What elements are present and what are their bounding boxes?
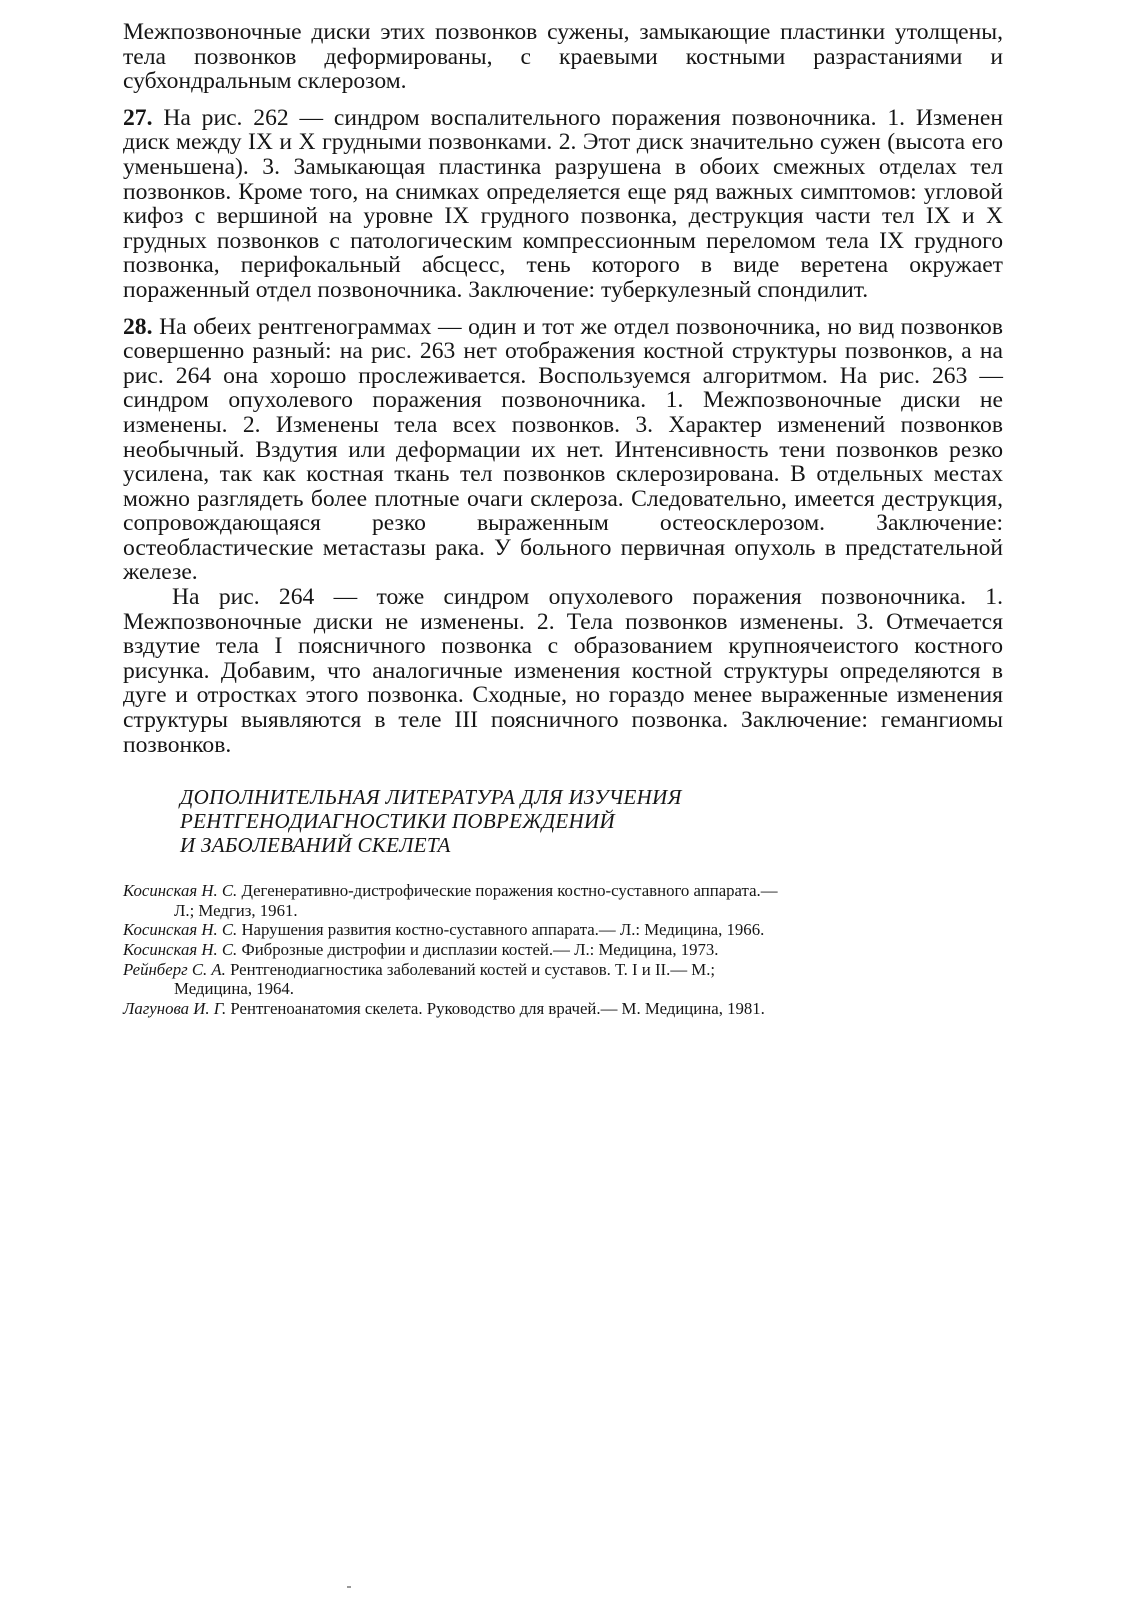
paragraph-intro: Межпозвоночные диски этих позвонков сужены, замыкающие пластинки утолщены, тела позвонков деформированы, с краевыми костными разрастаниями и субхондральным склерозом. [123,19,1003,95]
paragraph-27 [123,106,1003,303]
reference-item [123,960,1003,999]
reference-author: Рейнберг С. А. [123,959,226,979]
heading-line-3: И ЗАБОЛЕВАНИЙ СКЕЛЕТА [180,833,451,858]
reference-item [123,881,1003,920]
reference-continuation: Л.; Медгиз, 1961. [174,900,298,920]
body-text [123,20,1003,757]
reference-text: Нарушения развития костно-суставного аппарата.— Л.: Медицина, 1966. [241,920,765,940]
reference-author: Косинская Н. С. [123,920,238,940]
heading-line-2: РЕНТГЕНОДИАГНОСТИКИ ПОВРЕЖДЕНИЙ [180,809,615,834]
reference-author: Лагунова И. Г. [123,998,227,1018]
paragraph-28-continued: На рис. 264 — тоже синдром опухолевого поражения позвоночника. 1. Межпозвоночные диски не изменены. 2. Тела позвонков изменены. 3. Отмечается вздутие тела I поясничного позвонка с образованием крупноячеистого костного рисунка. Добавим, что аналогичные изменения костной структуры определяются в дуге и отростках этого позвонка. Сходные, но гораздо менее выраженные изменения структуры выявляются в теле III поясничного позвонка. Заключение: гемангиомы позвонков. [123,584,1003,758]
answer-number-27: 27. [123,104,153,131]
reference-text: Рентгенодиагностика заболеваний костей и суставов. Т. I и II.— М.; [230,959,716,979]
heading-line-1: ДОПОЛНИТЕЛЬНАЯ ЛИТЕРАТУРА ДЛЯ ИЗУЧЕНИЯ [180,785,682,810]
page-content [123,20,1003,1018]
reference-text: Дегенеративно-дистрофические поражения костно-суставного аппарата.— [241,881,778,901]
reference-author: Косинская Н. С. [123,940,238,959]
reference-list [123,881,1003,1018]
reference-item [123,999,1003,1019]
reference-author: Косинская Н. С. [123,881,238,901]
paragraph-28-text: На обеих рентгенограммах — один и тот же отдел позвоночника, но вид позвонков совершенно разный: на рис. 263 нет отображения костной структуры позвонков, а на рис. 264 она хорошо прослеживается. Воспользуемся алгоритмом. На рис. 263 — синдром опухолевого поражения позвоночника. 1. Межпозвоночные диски не изменены. 2. Изменены тела всех позвонков. 3. Характер изменений позвонков необычный. Вздутия или деформации их нет. Интенсивность тени позвонков резко усилена, так как костная ткань тел позвонков склерозирована. В отдельных местах можно разглядеть более плотные очаги склероза. Следовательно, имеется деструкция, сопровождающаяся резко выраженным остеосклерозом. Заключение: остеобластические метастазы рака. У больного первичная опухоль в предстательной железе. [123,313,1003,586]
paragraph-28 [123,315,1003,586]
reference-text: Рентгеноанатомия скелета. Руководство для врачей.— М. Медицина, 1981. [230,998,765,1018]
section-heading [180,785,1003,857]
paragraph-27-text: На рис. 262 — синдром воспалительного поражения позвоночника. 1. Изменен диск между IX и X грудными позвонками. 2. Этот диск значительно сужен (высота его уменьшена). 3. Замыкающая пластинка разрушена в обоих смежных отделах тел позвонков. Кроме того, на снимках определяется еще ряд важных симптомов: угловой кифоз с вершиной на уровне IX грудного позвонка, деструкция части тел IX и X грудных позвонков с патологическим компрессионным переломом тела IX грудного позвонка, перифокальный абсцесс, тень которого в виде веретена окружает пораженный отдел позвоночника. Заключение: туберкулезный спондилит. [123,104,1003,303]
reference-item [123,920,1003,940]
reference-item [123,940,1003,960]
reference-text: Фиброзные дистрофии и дисплазии костей.— Л.: Медицина, 1973. [241,940,719,959]
reference-continuation: Медицина, 1964. [174,979,294,999]
answer-number-28: 28. [123,313,153,340]
scan-speck [347,1586,351,1588]
